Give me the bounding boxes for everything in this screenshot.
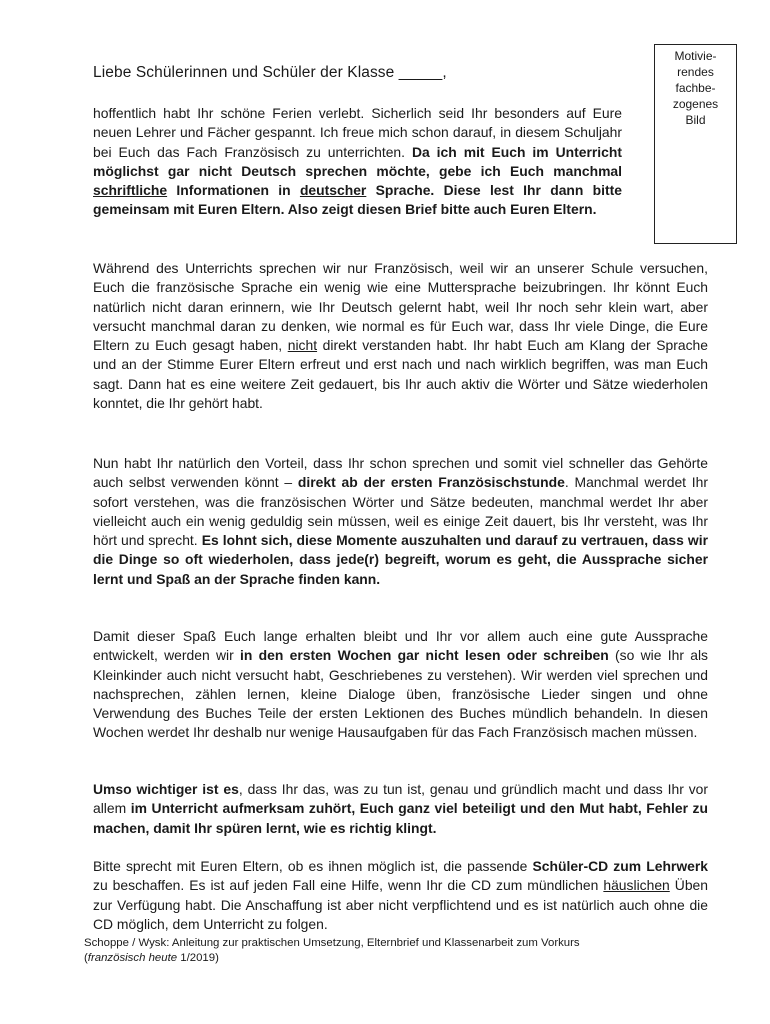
footer-citation: [84, 936, 580, 966]
text-run: direkt ab der ersten Französischstunde: [297, 474, 565, 491]
text-run: Nun habt Ihr natürlich den Vorteil, dass Ihr schon sprechen und somit viel schneller das Gehörte auch selbst verwenden könnt –: [93, 455, 708, 491]
text-run: Da ich mit Euch im Unterricht möglichst gar nicht Deutsch sprechen möchte, gebe ich Euch manchmal: [93, 143, 622, 179]
footer-line-2: (französisch heute 1/2019): [84, 952, 219, 964]
text-run: deutscher: [299, 182, 367, 199]
text-run: Es lohnt sich, diese Momente auszuhalten und darauf zu vertrauen, dass wir die Dinge so oft wiederholen, dass jede(r) begreift, worum es geht, die Aussprache sicher lernt und Spaß an der Sprache finden kann.: [93, 532, 708, 587]
paragraph-cd: [93, 857, 708, 934]
paragraph-no-reading: [93, 627, 708, 743]
text-run: in den ersten Wochen gar nicht lesen oder schreiben: [240, 647, 609, 664]
text-run: Sprache. Diese lest Ihr dann bitte gemeinsam mit Euren Eltern. Also zeigt diesen Brief bitte auch Euren Eltern.: [93, 182, 622, 218]
footer-magazine-title: französisch heute: [87, 952, 178, 964]
text-run: Damit dieser Spaß Euch lange erhalten bleibt und Ihr vor allem auch eine gute Aussprache entwickelt, werden wir: [93, 628, 708, 664]
text-run: Bitte sprecht mit Euren Eltern, ob es ihnen möglich ist, die passende: [93, 858, 533, 874]
picture-placeholder-box: Motivie- rendes fachbe- zogenes Bild: [654, 44, 737, 244]
text-run: nicht: [287, 337, 318, 354]
paragraph-immersion: [93, 259, 708, 413]
paragraph-advantage: [93, 454, 708, 589]
text-run: zu beschaffen. Es ist auf jeden Fall eine Hilfe, wenn Ihr die CD zum mündlichen: [93, 877, 604, 894]
text-run: Schüler-CD zum Lehrwerk: [532, 858, 709, 874]
text-run: im Unterricht aufmerksam zuhört, Euch ganz viel beteiligt und den Mut habt, Fehler zu machen, damit Ihr spüren lernt, wie es richtig klingt.: [93, 800, 708, 836]
letter-greeting: Liebe Schülerinnen und Schüler der Klasse _____,: [93, 64, 447, 81]
text-run: , dass Ihr das, was zu tun ist, genau und gründlich macht und dass Ihr vor allem: [93, 781, 708, 817]
text-run: schriftliche: [93, 182, 168, 199]
text-run: häuslichen: [603, 877, 670, 894]
text-run: Üben zur Verfügung habt. Die Anschaffung ist aber nicht verpflichtend und es ist natürlich auch ohne die CD möglich, dem Unterricht zu folgen.: [93, 877, 708, 932]
paragraph-intro: [93, 104, 622, 220]
text-run: Informationen in: [167, 182, 300, 199]
text-run: (so wie Ihr als Kleinkinder auch nicht versucht habt, Geschriebenes zu verstehen). Wir werden viel sprechen und nachsprechen, zählen lernen, kleine Dialoge üben, französische Lieder singen und ohne Verwendung des Buches Teile der ersten Lektionen des Buches mündlich behandeln. In diesen Wochen werdet Ihr deshalb nur wenige Hausaufgaben für das Fach Französisch machen müssen.: [93, 647, 709, 741]
text-run: Während des Unterrichts sprechen wir nur Französisch, weil wir an unserer Schule versuchen, Euch die französische Sprache ein wenig wie eine Muttersprache beizubringen. Ihr könnt Euch natürlich nicht daran erinnern, wie Ihr Deutsch gelernt habt, weil Ihr noch sehr klein wart, aber versucht manchmal daran zu denken, wie normal es für Euch war, dass Ihr viele Dinge, die Eure Eltern zu Euch gesagt haben,: [93, 260, 708, 354]
text-run: direkt verstanden habt. Ihr habt Euch am Klang der Sprache und an der Stimme Eurer Eltern erfreut und erst nach und nach wirklich begriffen, was man Euch sagt. Dann hat es eine weitere Zeit gedauert, bis Ihr auch aktiv die Wörter und Sätze wiederholen konntet, die Ihr gehört habt.: [93, 337, 708, 412]
footer-line-1: Schoppe / Wysk: Anleitung zur praktischen Umsetzung, Elternbrief und Klassenarbeit zum Vorkurs: [84, 937, 580, 949]
text-run: Umso wichtiger ist es: [93, 781, 239, 797]
text-run: hoffentlich habt Ihr schöne Ferien verlebt. Sicherlich seid Ihr besonders auf Eure neuen Lehrer und Fächer gespannt. Ich freue mich schon darauf, in diesem Schuljahr bei Euch das Fach Französisch zu unterrichten.: [93, 105, 622, 160]
text-run: . Manchmal werdet Ihr sofort verstehen, was die französischen Wörter und Sätze bedeuten, manchmal werdet Ihr aber vielleicht auch ein wenig geduldig sein müssen, weil es einige Zeit dauert, bis Ihr versteht, was Ihr hört und sprecht.: [93, 474, 708, 549]
paragraph-importance: [93, 780, 708, 838]
